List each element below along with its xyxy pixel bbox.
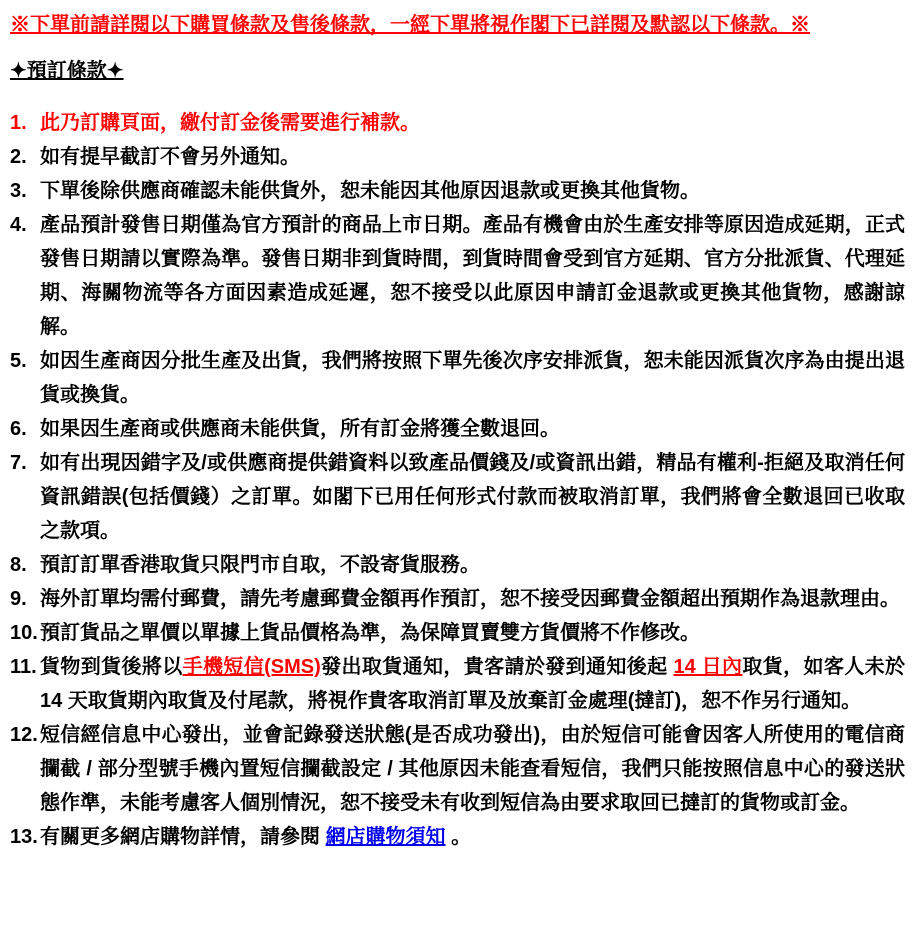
- term-item-12: [10, 718, 905, 820]
- term-number: 5.: [10, 350, 27, 372]
- term-item-11: [10, 650, 905, 718]
- section-title-preorder-terms: [10, 56, 905, 86]
- term-text: [40, 650, 905, 718]
- term-number: 3.: [10, 180, 27, 202]
- terms-list: [10, 106, 905, 854]
- term-item-9: [10, 582, 905, 616]
- term-text-segment: 發出取貨通知，貴客請於發到通知後起: [320, 656, 674, 678]
- sms-notice-emphasis: 手機短信(SMS): [182, 656, 321, 678]
- term-number: 12.: [10, 724, 38, 746]
- term-text: 如有提早截訂不會另外通知。: [40, 146, 300, 168]
- term-text-segment: 。: [445, 826, 472, 848]
- term-number: 11.: [10, 656, 37, 678]
- term-item-6: [10, 412, 905, 446]
- term-text: 產品預計發售日期僅為官方預計的商品上市日期。產品有機會由於生產安排等原因造成延期，正式發售日期請以實際為準。發售日期非到貨時間，到貨時間會受到官方延期、官方分批派貨、代理延期、海關物流等各方面因素造成延遲，恕不接受以此原因申請訂金退款或更換其他貨物，感謝諒解。: [40, 214, 905, 338]
- term-item-4: [10, 208, 905, 344]
- term-item-1: [10, 106, 905, 140]
- term-text: 如因生產商因分批生產及出貨，我們將按照下單先後次序安排派貨，恕未能因派貨次序為由提出退貨或換貨。: [40, 350, 905, 406]
- pickup-deadline-emphasis: 14 日內: [673, 656, 743, 678]
- shop-guide-link[interactable]: 網店購物須知: [325, 826, 446, 848]
- term-number: 2.: [10, 146, 27, 168]
- term-text: 預訂訂單香港取貨只限門市自取，不設寄貨服務。: [40, 554, 480, 576]
- term-text: 短信經信息中心發出，並會記錄發送狀態(是否成功發出)，由於短信可能會因客人所使用的電信商攔截 / 部分型號手機內置短信攔截設定 / 其他原因未能查看短信，我們只能按照信息中心的發送狀態作準，未能考慮客人個別情況，恕不接受未有收到短信為由要求取回已撻訂的貨物或訂金。: [40, 724, 905, 814]
- term-text: [40, 820, 905, 854]
- term-text-segment: 取貨，如客人未於14 天取貨期內取貨及付尾款，將視作貴客取消訂單及放棄訂金處理(撻訂)，恕不作另行通知。: [40, 656, 906, 712]
- term-item-2: [10, 140, 905, 174]
- term-item-8: [10, 548, 905, 582]
- term-text: 如果因生產商或供應商未能供貨，所有訂金將獲全數退回。: [40, 418, 560, 440]
- term-item-7: [10, 446, 905, 548]
- term-item-3: [10, 174, 905, 208]
- term-item-10: [10, 616, 905, 650]
- preorder-terms-page: [10, 10, 905, 854]
- purchase-notice-banner: ※下單前請詳閱以下購買條款及售後條款，一經下單將視作閣下已詳閱及默認以下條款。※: [10, 14, 810, 36]
- section-title-text: ✦預訂條款✦: [10, 60, 124, 82]
- term-item-13: [10, 820, 905, 854]
- term-number: 4.: [10, 214, 27, 236]
- term-text: 如有出現因錯字及/或供應商提供錯資料以致產品價錢及/或資訊出錯，精品有權利-拒絕及取消任何資訊錯誤(包括價錢）之訂單。如閣下已用任何形式付款而被取消訂單，我們將會全數退回已收取之款項。: [40, 452, 905, 542]
- term-number: 6.: [10, 418, 27, 440]
- term-text: 預訂貨品之單價以單據上貨品價格為準，為保障買賣雙方貨價將不作修改。: [40, 622, 700, 644]
- term-item-5: [10, 344, 905, 412]
- term-number: 9.: [10, 588, 27, 610]
- term-text-segment: 有關更多網店購物詳情，請參閱: [40, 826, 326, 848]
- term-number: 8.: [10, 554, 27, 576]
- term-text: 下單後除供應商確認未能供貨外，恕未能因其他原因退款或更換其他貨物。: [40, 180, 700, 202]
- term-number: 13.: [10, 826, 38, 848]
- term-number: 7.: [10, 452, 27, 474]
- term-text: 海外訂單均需付郵費，請先考慮郵費金額再作預訂，恕不接受因郵費金額超出預期作為退款理由。: [40, 588, 900, 610]
- term-number: 10.: [10, 622, 38, 644]
- term-number: 1.: [10, 112, 27, 134]
- term-text-segment: 貨物到貨後將以: [40, 656, 183, 678]
- term-text: 此乃訂購頁面，繳付訂金後需要進行補款。: [40, 112, 420, 134]
